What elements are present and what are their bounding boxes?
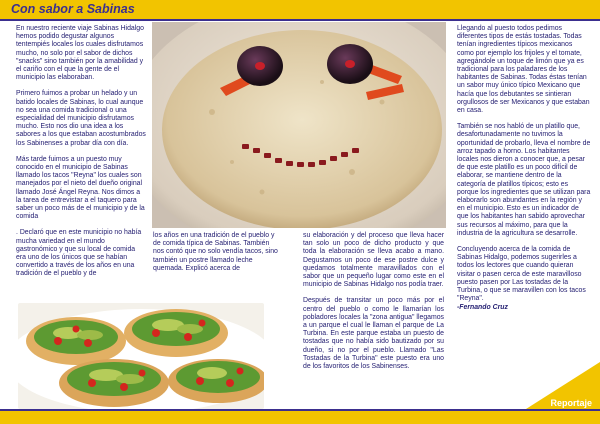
tostadas-photo — [18, 303, 264, 409]
rice-dish-photo — [152, 22, 446, 228]
article-column-3 — [303, 232, 444, 379]
paragraph: También se nos habló de un platillo que, desafortunadamente no tuvimos la oportunidad de probarlo, lleva el nombre de arroz tapado a horno. Los habitantes locales nos dieron a conocer que, a pesar de que este platillo es un poco difícil de elaborar, se mantiene dentro de la categoría de platillos típicos; esto es porque los ingredientes que se utilizan para elaborarlo son abundantes en la región y en el municipio. Esto es un indicador de que los habitantes han sabido aprovechar sus recursos al máximo, para que la industria de la agricultura se desarrolle. — [457, 123, 591, 237]
author-signature: -Fernando Cruz — [457, 303, 508, 311]
paragraph: Llegando al puesto todos pedimos diferentes tipos de estás tostadas. Todas tenían ingredientes típicos mexicanos como por ejemplo los frijoles y el tomate, agregándole un toque de limón que ya es tradicional para los paladares de los habitantes de Sabinas. Todas éstas tenían un sabor muy único típico Mexicano que hacía que los debutantes se sintieran orgullosos de ser Mexicanos y que estaban en casa. — [457, 25, 590, 115]
paragraph: . Declaró que en este municipio no había mucha variedad en el mundo gastronómico y que su local de comida era uno de los únicos que se habían convertido a través de los años en una tradición de el pueblo y de — [16, 229, 142, 278]
section-label: Reportaje — [550, 398, 592, 408]
paragraph: Después de transitar un poco más por el centro del pueblo o como le llamarían los pobladores locales la "zona antigua" llegamos a un parque el cual le llaman el parque de La Turbina. En este parque estaba un puesto de tostadas que no había sido bautizado por su dueño, si no por el pueblo. Llamado "Las Tostadas de la Turbina" este puesto era uno de los favoritos de los Sabinenses. — [303, 297, 444, 371]
paragraph: los años en una tradición de el pueblo y de comida típica de Sabinas. También nos contó que no solo vendía tacos, sino también un postre llamado leche quemada. Explicó acerca de — [153, 232, 278, 272]
article-column-2 — [153, 232, 281, 281]
header-rule — [0, 19, 600, 21]
article-column-4 — [457, 25, 591, 312]
footer-rule — [0, 409, 600, 411]
footer-bar — [0, 409, 600, 424]
article-column-1 — [16, 25, 146, 287]
paragraph: En nuestro reciente viaje Sabinas Hidalgo hemos podido degustar algunos tentempiés locales los cuales disfrutamos mucho, no solo por el sabor de dichos "snacks" sino también por la amabilidad y el cariño con el que la gente de el municipio las elaboraban. — [16, 25, 144, 82]
paragraph: Más tarde fuimos a un puesto muy conocido en el municipio de Sabinas llamado los tacos "Reyna" los cuales son manejados por el nieto del dueño original llamado José Ángel Reyna. Nos dimos a la tarea de entrevistar a el taquero para saber un poco más de el municipio y de la comida — [16, 155, 145, 221]
header-bar — [0, 0, 600, 20]
rice-dish-illustration — [152, 22, 446, 228]
page-title: Con sabor a Sabinas — [11, 2, 135, 16]
paragraph: Concluyendo acerca de la comida de Sabinas Hidalgo, podemos sugerirles a todos los lectores que cuando quieran visitar o pasen cerca de este maravilloso puesto pasen por Las tostadas de la Turbina, o que se maravillen con los tacos "Reyna". — [457, 246, 586, 303]
paragraph: Primero fuimos a probar un helado y un batido locales de Sabinas, lo cual aunque no sea una comida tradicional o una especialidad del municipio disfrutamos mucho. Esto nos dio una idea a los sabores a los que estaban acostumbrados los Sabinenses a probar día con día. — [16, 90, 146, 147]
paragraph: su elaboración y del proceso que lleva hacer tan solo un poco de dicho producto y que toda la elaboración se lleva acabo a mano. Degustamos un poco de ese postre dulce y quedamos totalmente maravillados con el sabor que un pequeño lugar como este en el municipio de Sabinas Hidalgo nos podía traer. — [303, 232, 444, 289]
tostadas-illustration — [18, 303, 264, 409]
